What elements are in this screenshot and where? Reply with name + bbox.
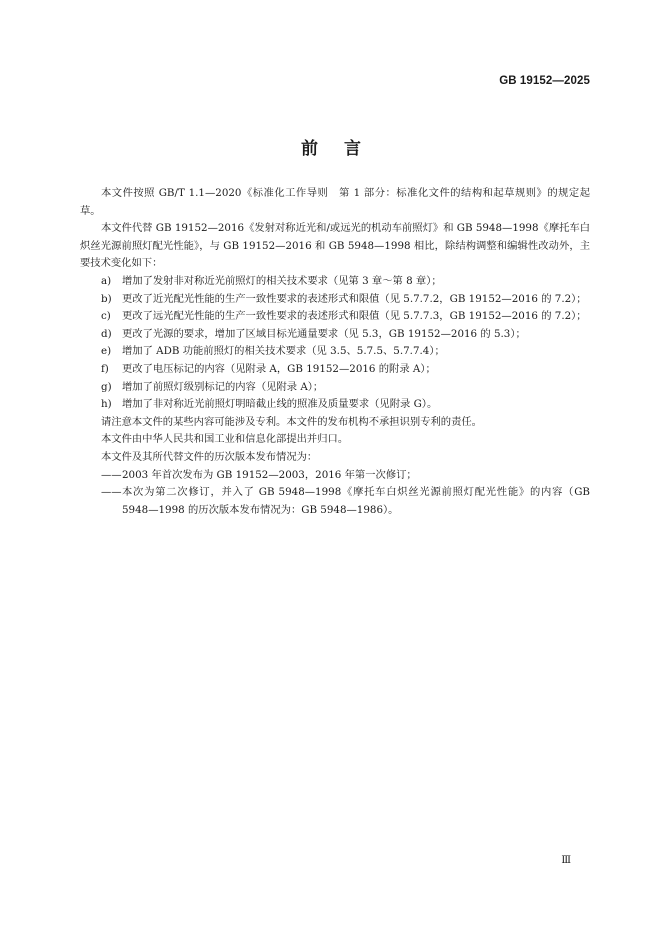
page-title: 前言 [301,139,387,159]
patent-notice-paragraph: 请注意本文件的某些内容可能涉及专利。本文件的发布机构不承担识别专利的责任。 [101,415,482,428]
replacement-paragraph: 本文件代替 GB 19152—2016《发射对称近光和/或远光的机动车前照灯》和 GB 5948—1998《摩托车白炽丝光源前照灯配光性能》，与 GB 19152—2016 和 GB 5948—1998 相比，除结构调整和编辑性改动外，主要技术变化如下： [80,222,591,270]
list-item [80,308,590,326]
list-marker: b) [101,292,112,305]
list-item-text: 2003 年首次发布为 GB 19152—2003，2016 年第一次修订； [122,468,417,481]
list-marker: g) [101,380,112,393]
list-marker: —— [101,468,122,481]
list-marker: a) [101,274,112,287]
list-item [80,291,590,309]
list-item [80,361,590,379]
list-item-text: 更改了光源的要求，增加了区域目标光通量要求（见 5.3，GB 19152—2016 的 5.3）； [122,327,526,340]
list-item [80,379,590,397]
proposer-paragraph: 本文件由中华人民共和国工业和信息化部提出并归口。 [101,433,349,446]
list-item-text: 增加了 ADB 功能前照灯的相关技术要求（见 3.5、5.7.5、5.7.7.4）； [122,345,445,358]
list-item [80,484,590,519]
list-marker: h) [101,398,112,411]
list-item [80,396,590,414]
list-item-text: 更改了近光配光性能的生产一致性要求的表述形式和限值（见 5.7.7.2，GB 19152—2016 的 7.2）； [122,292,587,305]
history-intro-paragraph: 本文件及其所代替文件的历次版本发布情况为： [101,450,318,463]
drafting-rule-paragraph: 本文件按照 GB/T 1.1—2020《标准化工作导则 第 1 部分：标准化文件的结构和起草规则》的规定起草。 [80,187,590,217]
list-item [80,326,590,344]
changes-list [80,273,590,414]
standard-code: GB 19152—2025 [499,75,590,87]
list-marker: —— [101,486,122,499]
list-item-text: 增加了非对称近光前照灯明暗截止线的照准及质量要求（见附录 G）。 [122,398,438,411]
list-marker: e) [101,345,112,358]
list-item-text: 增加了前照灯级别标记的内容（见附录 A）； [122,380,324,393]
list-marker: c) [101,310,111,323]
page-number: Ⅲ [561,855,571,866]
list-marker: d) [101,327,112,340]
list-item-text: 更改了电压标记的内容（见附录 A，GB 19152—2016 的附录 A）； [122,362,436,375]
list-item [80,467,590,485]
history-list [80,467,590,520]
list-item-text: 更改了远光配光性能的生产一致性要求的表述形式和限值（见 5.7.7.3，GB 19152—2016 的 7.2）； [122,310,587,323]
list-item [80,273,590,291]
list-item-text: 本次为第二次修订，并入了 GB 5948—1998《摩托车白炽丝光源前照灯配光性能》的内容（GB 5948—1998 的历次版本发布情况为：GB 5948—1986）。 [122,486,590,516]
list-item-text: 增加了发射非对称近光前照灯的相关技术要求（见第 3 章～第 8 章）； [122,274,442,287]
list-marker: f) [101,362,109,375]
foreword-body [80,185,590,519]
list-item [80,343,590,361]
